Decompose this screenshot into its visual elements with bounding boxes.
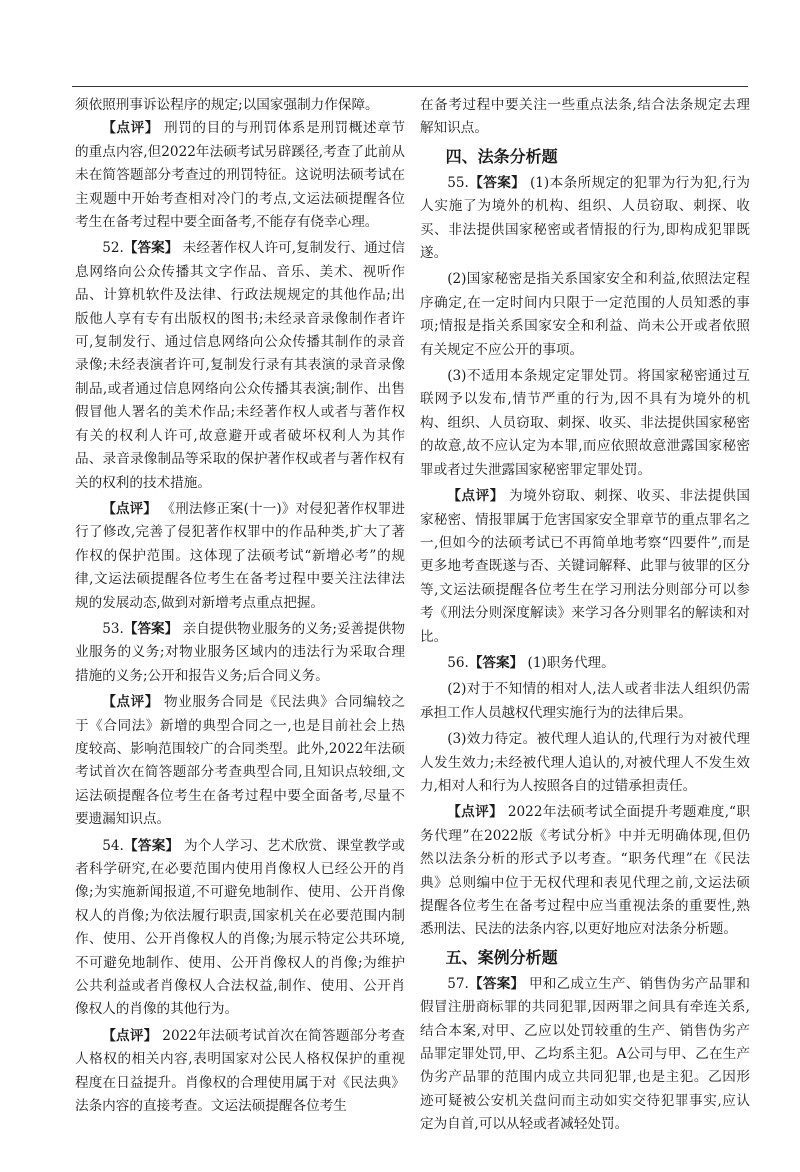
question-number: 56. (447, 654, 469, 671)
comment-paragraph (75, 691, 405, 831)
comment-text: 刑罚的目的与刑罚体系是刑罚概述章节的重点内容,但2022年法硕考试另辟蹊径,考查了此前从未在简答题部分考查过的刑罚特征。这说明法硕考试在主观题中开始考查相对冷门的考点,文运法硕提醒各位考生在备考过程中要全面备考,不能存有侥幸心理。 (75, 120, 406, 231)
section-heading: 五、案例分析题 (445, 947, 558, 967)
comment-text: 2022年法硕考试全面提升考题难度,“职务代理”在2022版《考试分析》中并无明确体现,但仍然以法条分析的形式予以考查。“职务代理”在《民法典》总则编中位于无权代理和表见代理之前,文运法硕提醒各位考生在备考过程中应当重视法条的重要性,熟悉刑法、民法的法条内容,以更好地应对法条分析题。 (420, 804, 750, 938)
section-heading: 四、法条分析题 (445, 146, 558, 166)
comment-tag: 【点评】 (447, 488, 505, 505)
question-number: 53. (102, 620, 124, 637)
question-number: 55. (447, 174, 469, 191)
answer-tag: 【答案】 (468, 174, 526, 191)
comment-text: 物业服务合同是《民法典》合同编较之于《合同法》新增的典型合同之一,也是目前社会上热度较高、影响范围较广的合同类型。此外,2022年法硕考试首次在简答题部分考查典型合同,且知识点较细,文运法硕提醒各位考生在备考过程中要全面备考,尽量不要遗漏知识点。 (75, 694, 406, 828)
comment-tag: 【点评】 (102, 1027, 158, 1044)
answer-paragraph (75, 237, 405, 494)
comment-paragraph (75, 1025, 405, 1119)
question-number: 54. (102, 837, 124, 854)
comment-tag: 【点评】 (102, 694, 160, 711)
right-column (420, 94, 750, 1137)
answer-tag: 【答案】 (123, 240, 179, 257)
answer-text: 为个人学习、艺术欣赏、课堂教学或者科学研究,在必要范围内使用肖像权人已经公开的肖像;为实施新闻报道,不可避免地制作、使用、公开肖像权人的肖像;为依法履行职责,国家机关在必要范围内制作、使用、公开肖像权人的肖像;为展示特定公共环境,不可避免地制作、使用、公开肖像权人的肖像;为维护公共利益或者肖像权人合法权益,制作、使用、公开肖像权人的肖像的其他行为。 (75, 837, 405, 1018)
header-rule (72, 86, 748, 87)
question-number: 52. (102, 240, 124, 257)
answer-tag: 【答案】 (468, 975, 525, 992)
answer-paragraph: (2)对于不知情的相对人,法人或者非法人组织仍需承担工作人员越权代理实施行为的法律后果。 (420, 681, 750, 721)
paragraph: 在备考过程中要关注一些重点法条,结合法条规定去理解知识点。 (420, 97, 750, 137)
answer-tag: 【答案】 (123, 620, 179, 637)
answer-text: 亲自提供物业服务的义务;妥善提供物业服务的义务;对物业服务区域内的违法行为采取合理措施的义务;公开和报告义务;后合同义务。 (75, 620, 405, 684)
answer-paragraph (75, 835, 405, 1022)
answer-tag: 【答案】 (123, 837, 180, 854)
answer-paragraph (420, 973, 750, 1137)
answer-paragraph (420, 652, 750, 675)
comment-tag: 【点评】 (102, 120, 160, 137)
comment-tag: 【点评】 (447, 804, 504, 821)
answer-text: 未经著作权人许可,复制发行、通过信息网络向公众传播其文字作品、音乐、美术、视听作品、计算机软件及法律、行政法规规定的其他作品;出版他人享有专有出版权的图书;未经录音录像制作者许可,复制发行、通过信息网络向公众传播其制作的录音录像;未经表演者许可,复制发行录有其表演的录音录像制品,或者通过信息网络向公众传播其表演;制作、出售假冒他人署名的美术作品;未经著作权人或者与著作权有关的权利人许可,故意避开或者破坏权利人为其作品、录音录像制品等采取的保护著作权或者与著作权有关的权利的技术措施。 (75, 240, 406, 491)
answer-paragraph (420, 172, 750, 266)
comment-paragraph (75, 498, 405, 615)
paragraph: 须依照刑事诉讼程序的规定;以国家强制力作保障。 (75, 97, 379, 113)
answer-text: (1)本条所规定的犯罪为行为犯,行为人实施了为境外的机构、组织、人员窃取、刺探、收买、非法提供国家秘密或者情报的行为,即构成犯罪既遂。 (420, 174, 750, 262)
comment-paragraph (75, 117, 405, 234)
comment-paragraph (420, 485, 750, 649)
answer-paragraph: (3)不适用本条规定定罪处罚。将国家秘密通过互联网予以发布,情节严重的行为,因不具有为境外的机构、组织、人员窃取、刺探、收买、非法提供国家秘密的故意,故不应认定为本罪,而应依照故意泄露国家秘密罪或者过失泄露国家秘密罪定罪处罚。 (420, 368, 750, 478)
comment-text: 为境外窃取、刺探、收买、非法提供国家秘密、情报罪属于危害国家安全罪章节的重点罪名之一,但如今的法硕考试已不再简单地考察“四要件”,而是更多地考查既遂与否、关键词解释、此罪与彼罪的区分等,文运法硕提醒各位考生在学习刑法分则部分可以参考《刑法分则深度解读》来学习各分则罪名的解读和对比。 (420, 488, 751, 645)
comment-text: 2022年法硕考试首次在简答题部分考查人格权的相关内容,表明国家对公民人格权保护的重视程度在日益提升。肖像权的合理使用属于对《民法典》法条内容的直接考查。文运法硕提醒各位考生 (75, 1027, 405, 1115)
answer-tag: 【答案】 (468, 654, 524, 671)
answer-text: 甲和乙成立生产、销售伪劣产品罪和假冒注册商标罪的共同犯罪,因两罪之间具有牵连关系,结合本案,对甲、乙应以处罚较重的生产、销售伪劣产品罪定罪处罚,甲、乙均系主犯。A公司与甲、乙在生产伪劣产品罪的范围内成立共同犯罪,也是主犯。乙因形迹可疑被公安机关盘问而主动如实交待犯罪事实,应认定为自首,可以从轻或者减轻处罚。 (420, 975, 750, 1133)
answer-text: (1)职务代理。 (527, 654, 615, 671)
comment-paragraph (420, 801, 750, 941)
answer-paragraph: (3)效力待定。被代理人追认的,代理行为对被代理人发生效力;未经被代理人追认的,对被代理人不发生效力,相对人和行为人按照各自的过错承担责任。 (420, 731, 750, 794)
answer-paragraph: (2)国家秘密是指关系国家安全和利益,依照法定程序确定,在一定时间内只限于一定范围的人员知悉的事项;情报是指关系国家安全和利益、尚未公开或者依照有关规定不应公开的事项。 (420, 271, 750, 358)
comment-text: 《刑法修正案(十一)》对侵犯著作权罪进行了修改,完善了侵犯著作权罪中的作品种类,扩大了著作权的保护范围。这体现了法硕考试“新增必考”的规律,文运法硕提醒各位考生在备考过程中要关注法律法规的发展动态,做到对新增考点重点把握。 (75, 500, 406, 611)
left-column (75, 94, 405, 1118)
answer-paragraph (75, 618, 405, 688)
question-number: 57. (447, 975, 469, 992)
comment-tag: 【点评】 (102, 500, 157, 517)
